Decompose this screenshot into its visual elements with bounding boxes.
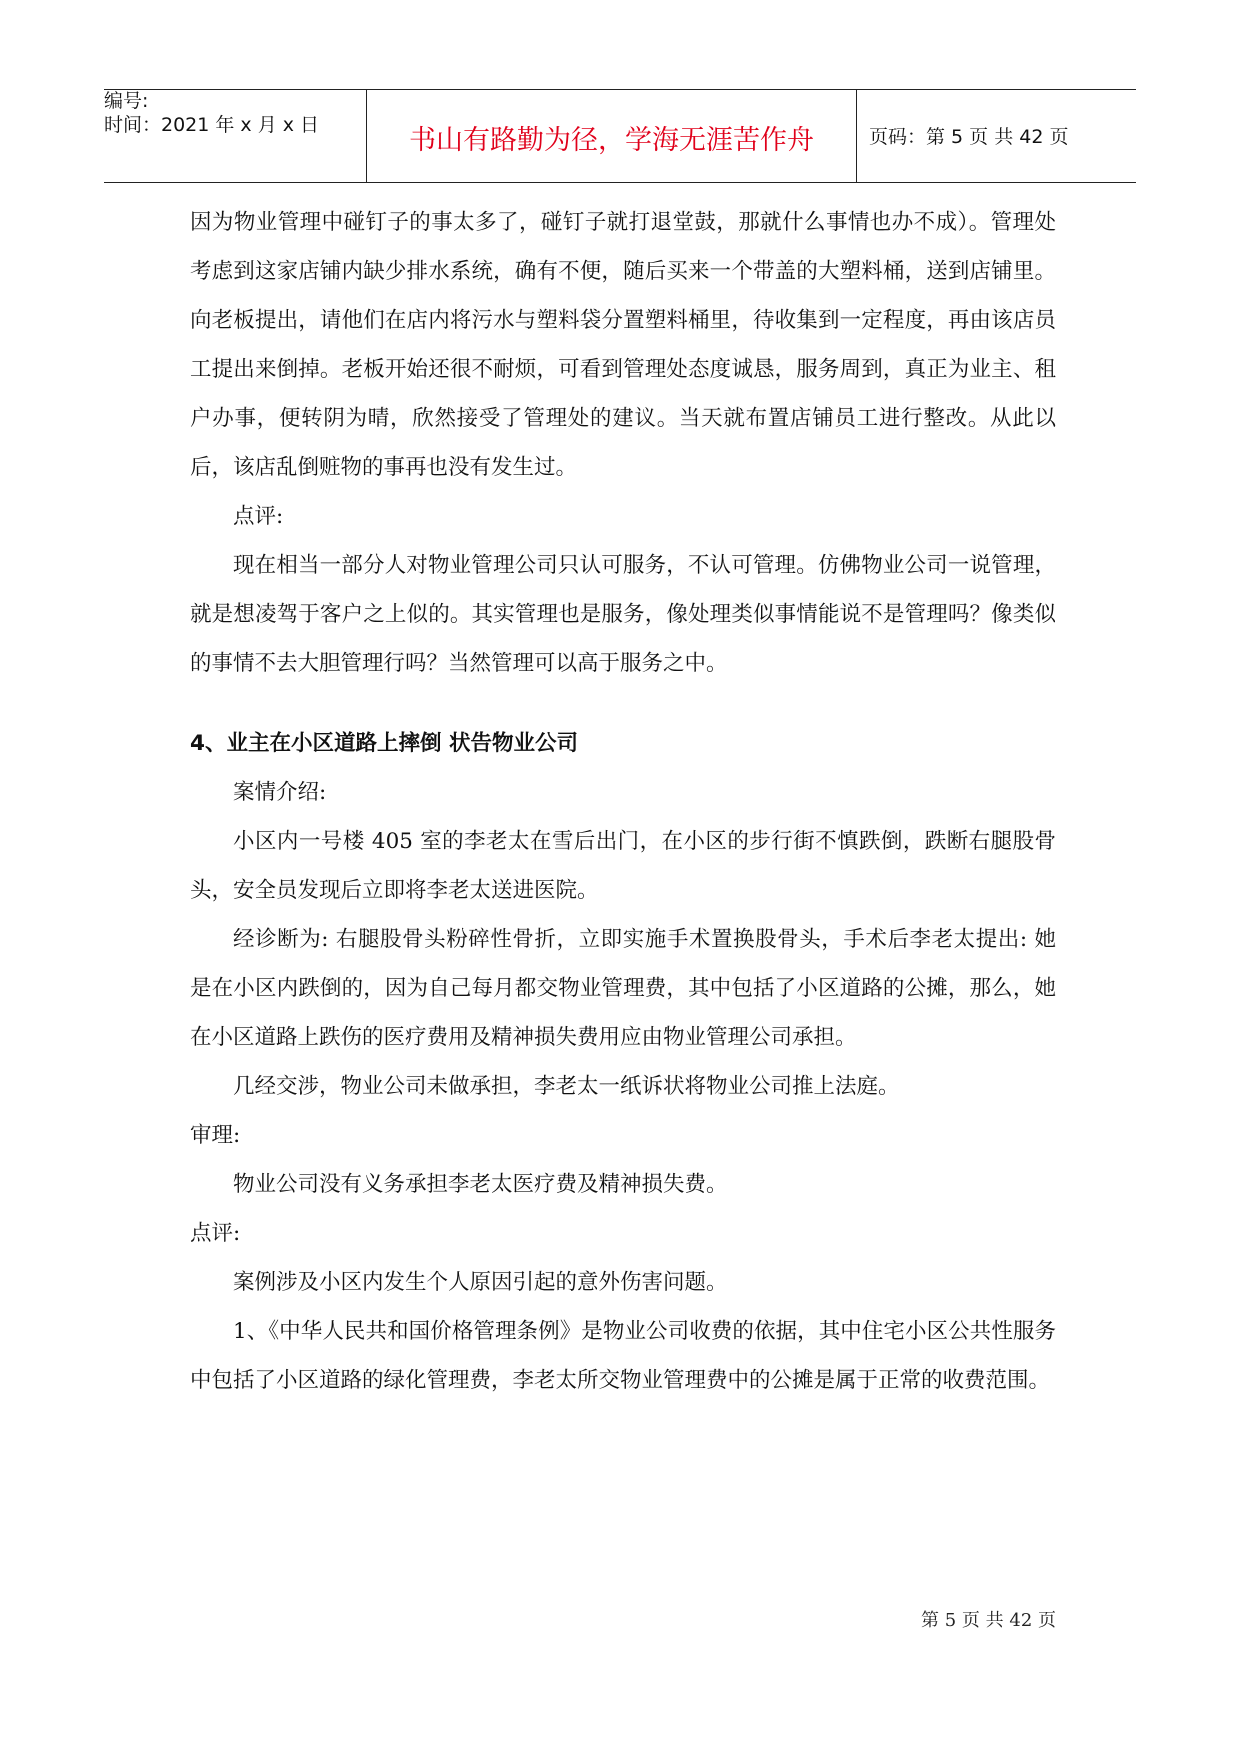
- case-paragraph-2: 经诊断为: 右腿股骨头粉碎性骨折，立即实施手术置换股骨头，手术后李老太提出: 她是在小区内跌倒的，因为自己每月都交物业管理费，其中包括了小区道路的公摊，那么，她在小区道路上跌伤的医疗费用及精神损失费用应由物业管理公司承担。: [190, 927, 1056, 1050]
- trial-label: 审理:: [190, 1123, 241, 1148]
- comment-paragraph-3: 1、《中华人民共和国价格管理条例》是物业公司收费的依据，其中住宅小区公共性服务中包括了小区道路的绿化管理费，李老太所交物业管理费中的公摊是属于正常的收费范围。: [190, 1319, 1056, 1393]
- header-page-info: 页码：第 5 页 共 42 页: [869, 126, 1069, 148]
- date-label: 时间：2021 年 x 月 x 日: [104, 114, 320, 136]
- case-paragraph-1: 小区内一号楼 405 室的李老太在雪后出门，在小区的步行街不慎跌倒，跌断右腿股骨头，安全员发现后立即将李老太送进医院。: [190, 829, 1056, 903]
- document-body: [190, 198, 1056, 1405]
- section-gap: [190, 688, 1056, 719]
- motto-text: 书山有路勤为径，学海无涯苦作舟: [409, 125, 814, 156]
- serial-number-label: 编号:: [104, 90, 149, 112]
- page-header: [104, 89, 1136, 183]
- trial-paragraph: 物业公司没有义务承担李老太医疗费及精神损失费。: [233, 1172, 728, 1197]
- header-meta-cell: [104, 90, 367, 182]
- comment-paragraph: 现在相当一部分人对物业管理公司只认可服务，不认可管理。仿佛物业公司一说管理，就是想凌驾于客户之上似的。其实管理也是服务，像处理类似事情能说不是管理吗？像类似的事情不去大胆管理行吗？当然管理可以高于服务之中。: [190, 553, 1056, 676]
- header-motto-cell: [367, 90, 857, 182]
- comment-label: 点评:: [233, 504, 284, 529]
- case-intro-label: 案情介绍:: [233, 780, 327, 805]
- comment-paragraph-2: 案例涉及小区内发生个人原因引起的意外伤害问题。: [233, 1270, 728, 1295]
- paragraph-continuation: 因为物业管理中碰钉子的事太多了，碰钉子就打退堂鼓，那就什么事情也办不成）。管理处考虑到这家店铺内缺少排水系统，确有不便，随后买来一个带盖的大塑料桶，送到店铺里。向老板提出，请他们在店内将污水与塑料袋分置塑料桶里，待收集到一定程度，再由该店员工提出来倒掉。老板开始还很不耐烦，可看到管理处态度诚恳，服务周到，真正为业主、租户办事，便转阴为晴，欣然接受了管理处的建议。当天就布置店铺员工进行整改。从此以后，该店乱倒赃物的事再也没有发生过。: [190, 210, 1056, 480]
- header-page-cell: [857, 90, 1136, 182]
- section-heading: 4、业主在小区道路上摔倒 状告物业公司: [190, 731, 578, 756]
- page-footer: 第 5 页 共 42 页: [921, 1610, 1056, 1631]
- case-paragraph-3: 几经交涉，物业公司未做承担，李老太一纸诉状将物业公司推上法庭。: [233, 1074, 900, 1099]
- comment-label-2: 点评:: [190, 1221, 241, 1246]
